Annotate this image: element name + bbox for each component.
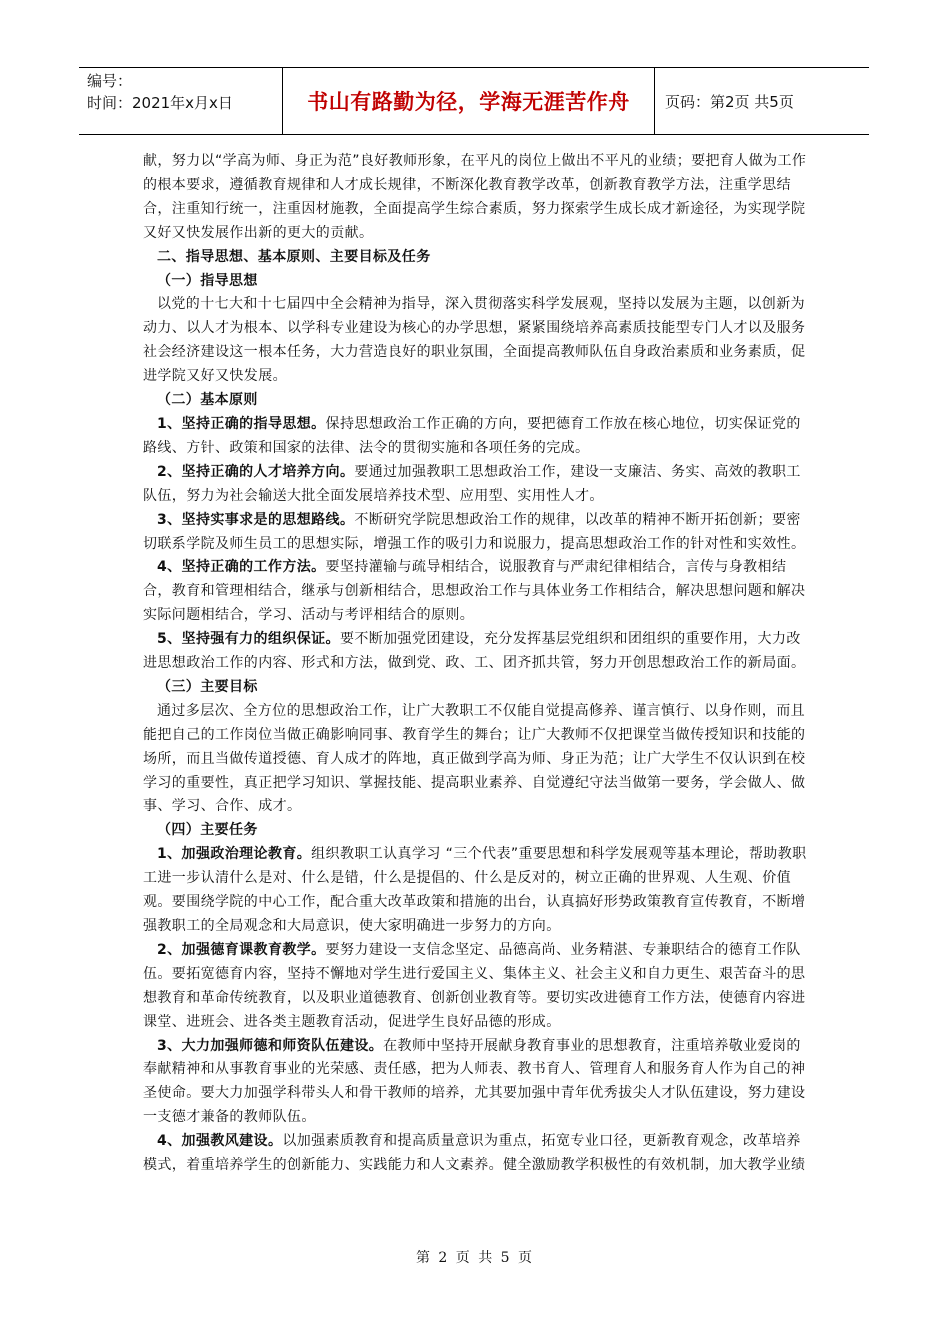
principle-text: 要通过加强教职工思想政治工作，建设一支廉洁、务实、高效的教职工队伍，努力为社会输送大批全面发展培养技术型、应用型、实用性人才。 — [143, 463, 801, 504]
task-lead: 2、加强德育课教育教学。 — [157, 941, 326, 958]
principle-text: 要坚持灌输与疏导相结合，说服教育与严肃纪律相结合，言传与身教相结合，教育和管理相结合，继承与创新相结合，思想政治工作与具体业务工作相结合，解决思想问题和解决实际问题相结合，学习、活动与考评相结合的原则。 — [143, 559, 806, 624]
document-body — [143, 150, 807, 1178]
task-text: 组织教职工认真学习 “三个代表”重要思想和科学发展观等基本理论，帮助教职工进一步认清什么是对、什么是错，什么是提倡的、什么是反对的，树立正确的世界观、人生观、价值观。要围绕学院的中心工作，配合重大改革政策和措施的出台，认真搞好形势政策教育宣传教育，不断增强教职工的全局观念和大局意识，使大家明确进一步努力的方向。 — [143, 846, 807, 934]
task-text: 以加强素质教育和提高质量意识为重点，拓宽专业口径，更新教育观念，改革培养模式，着重培养学生的创新能力、实践能力和人文素养。健全激励教学积极性的有效机制，加大教学业绩 — [143, 1133, 806, 1174]
principle-item — [143, 556, 807, 628]
principle-lead: 2、坚持正确的人才培养方向。 — [157, 463, 355, 480]
subsection-heading-goals: （三）主要目标 — [157, 678, 258, 695]
principle-text: 保持思想政治工作正确的方向，要把德育工作放在核心地位，切实保证党的路线、方针、政策和国家的法律、法令的贯彻实施和各项任务的完成。 — [143, 415, 801, 456]
header-left-cell — [79, 68, 283, 134]
task-text: 在教师中坚持开展献身教育事业的思想教育，注重培养敬业爱岗的奉献精神和从事教育事业的光荣感、责任感，把为人师表、教书育人、管理育人和服务育人作为自己的神圣使命。要大力加强学科带头人和骨干教师的培养，尤其要加强中青年优秀拔尖人才队伍建设，努力建设一支德才兼备的教师队伍。 — [143, 1037, 806, 1126]
continuation-paragraph: 献，努力以“学高为师、身正为范”良好教师形象，在平凡的岗位上做出不平凡的业绩；要把育人做为工作的根本要求，遵循教育规律和人才成长规律，不断深化教育教学改革，创新教育教学方法，注重学思结合，注重知行统一，注重因材施教，全面提高学生综合素质，努力探索学生成长成才新途径，为实现学院又好又快发展作出新的更大的贡献。 — [143, 153, 807, 241]
task-text: 要努力建设一支信念坚定、品德高尚、业务精湛、专兼职结合的德育工作队伍。要拓宽德育内容，坚持不懈地对学生进行爱国主义、集体主义、社会主义和自力更生、艰苦奋斗的思想教育和革命传统教育，以及职业道德教育、创新创业教育等。要切实改进德育工作方法，使德育内容进课堂、进班会、进各类主题教育活动，促进学生良好品德的形成。 — [143, 941, 806, 1030]
principle-lead: 1、坚持正确的指导思想。 — [157, 415, 326, 432]
task-item — [143, 939, 807, 1035]
header-motto: 书山有路勤为径，学海无涯苦作舟 — [283, 68, 655, 134]
goals-paragraph: 通过多层次、全方位的思想政治工作，让广大教职工不仅能自觉提高修养、谨言慎行、以身作则，而且能把自己的工作岗位当做正确影响同事、教育学生的舞台；让广大教师不仅把课堂当做传授知识和技能的场所，而且当做传道授德、育人成才的阵地，真正做到学高为师、身正为范；让广大学生不仅认识到在校学习的重要性，真正把学习知识、掌握技能、提高职业素养、自觉遵纪守法当做第一要务，学会做人、做事、学习、合作、成才。 — [143, 702, 806, 815]
principle-text: 要不断加强党团建设，充分发挥基层党组织和团组织的重要作用，大力改进思想政治工作的内容、形式和方法，做到党、政、工、团齐抓共管，努力开创思想政治工作的新局面。 — [143, 631, 806, 672]
document-number-label: 编号： — [87, 72, 133, 90]
task-item — [143, 843, 807, 939]
header-page-info: 页码：第2页 共5页 — [665, 92, 794, 111]
task-lead: 1、加强政治理论教育。 — [157, 846, 312, 863]
subsection-heading-tasks: （四）主要任务 — [157, 822, 258, 839]
page-footer: 第 2 页 共 5 页 — [415, 1250, 535, 1266]
guiding-thought-paragraph: 以党的十七大和十七届四中全会精神为指导，深入贯彻落实科学发展观，坚持以发展为主题，以创新为动力、以人才为根本、以学科专业建设为核心的办学思想，紧紧围绕培养高素质技能型专门人才以及服务社会经济建设这一根本任务，大力营造良好的职业氛围，全面提高教师队伍自身政治素质和业务素质，促进学院又好又快发展。 — [143, 296, 806, 385]
principle-lead: 5、坚持强有力的组织保证。 — [157, 631, 340, 648]
task-item — [143, 1130, 807, 1178]
section-heading: 二、指导思想、基本原则、主要目标及任务 — [157, 248, 431, 265]
principle-text: 不断研究学院思想政治工作的规律，以改革的精神不断开拓创新；要密切联系学院及师生员工的思想实际，增强工作的吸引力和说服力，提高思想政治工作的针对性和实效性。 — [143, 511, 806, 552]
task-lead: 4、加强教风建设。 — [157, 1133, 283, 1150]
task-item — [143, 1035, 807, 1131]
principle-lead: 4、坚持正确的工作方法。 — [157, 559, 326, 576]
page-header — [79, 67, 869, 135]
principle-lead: 3、坚持实事求是的思想路线。 — [157, 511, 355, 528]
principle-item — [143, 461, 807, 509]
principle-item — [143, 628, 807, 676]
principle-item — [143, 509, 807, 557]
principle-item — [143, 413, 807, 461]
subsection-heading-guiding-thought: （一）指导思想 — [157, 272, 258, 289]
task-lead: 3、大力加强师德和师资队伍建设。 — [157, 1037, 384, 1054]
subsection-heading-principles: （二）基本原则 — [157, 392, 258, 409]
document-date: 时间：2021年x月x日 — [87, 94, 233, 112]
